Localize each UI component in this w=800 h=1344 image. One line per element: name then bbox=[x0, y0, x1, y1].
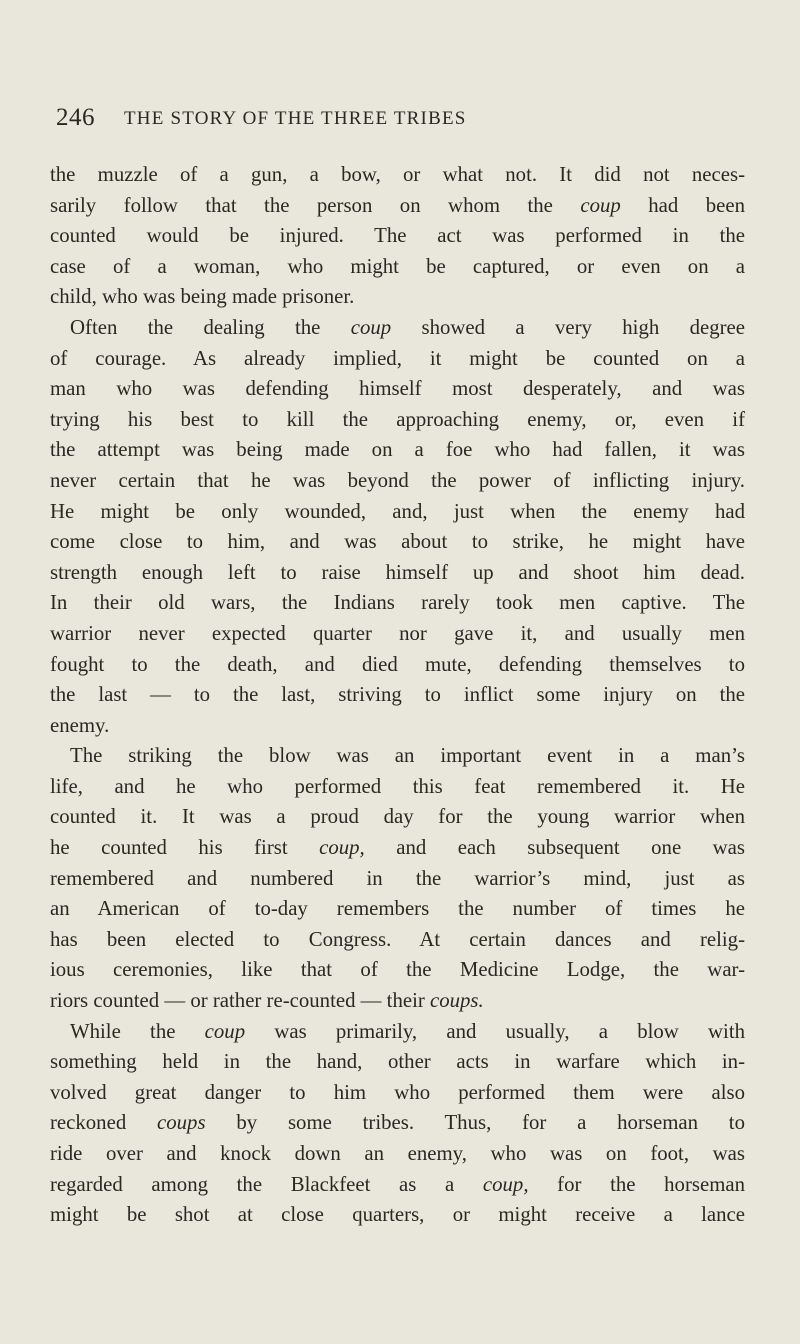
text-run: the muzzle of a gun, a bow, or what not. It did not neces- bbox=[50, 163, 745, 186]
text-line bbox=[50, 1170, 745, 1201]
text-line bbox=[50, 466, 745, 497]
text-line bbox=[50, 802, 745, 833]
text-run: In their old wars, the Indians rarely took men captive. The bbox=[50, 591, 745, 615]
text-run: was primarily, and usually, a blow with bbox=[245, 1019, 745, 1043]
text-line bbox=[50, 772, 745, 803]
text-run: regarded among the Blackfeet as a bbox=[50, 1172, 483, 1196]
text-run: showed a very high degree bbox=[391, 315, 745, 339]
text-line bbox=[50, 650, 745, 681]
italic-term: coups bbox=[157, 1111, 206, 1135]
text-run: counted would be injured. The act was performed in the bbox=[50, 224, 745, 248]
text-line bbox=[50, 252, 745, 283]
text-run: the attempt was being made on a foe who had fallen, it was bbox=[50, 438, 745, 462]
text-run: While the bbox=[70, 1019, 205, 1043]
text-run: of courage. As already implied, it might be counted on a bbox=[50, 346, 745, 370]
text-line bbox=[50, 558, 745, 589]
text-line bbox=[50, 619, 745, 650]
text-run: something held in the hand, other acts in warfare which in- bbox=[50, 1050, 745, 1074]
text-run: man who was defending himself most desperately, and was bbox=[50, 377, 745, 401]
text-run: come close to him, and was about to strike, he might have bbox=[50, 530, 745, 554]
text-run: He might be only wounded, and, just when the enemy had bbox=[50, 499, 745, 523]
text-line bbox=[50, 833, 745, 864]
text-run: remembered and numbered in the warrior’s mind, just as bbox=[50, 866, 745, 890]
text-run: riors counted — or rather re-counted — their bbox=[50, 989, 430, 1013]
running-head bbox=[56, 104, 656, 136]
italic-term: coup bbox=[580, 193, 621, 217]
text-run: and each subsequent one was bbox=[364, 836, 745, 860]
running-title: THE STORY OF THE THREE TRIBES bbox=[124, 108, 467, 129]
text-line bbox=[50, 344, 745, 375]
text-run: might be shot at close quarters, or might receive a lance bbox=[50, 1203, 745, 1227]
text-line bbox=[50, 986, 745, 1017]
text-run: child, who was being made prisoner. bbox=[50, 285, 355, 309]
italic-term: coup, bbox=[319, 836, 365, 860]
text-line bbox=[50, 711, 745, 742]
text-line bbox=[50, 741, 745, 772]
page-number: 246 bbox=[56, 104, 95, 131]
text-line bbox=[50, 925, 745, 956]
text-run: ious ceremonies, like that of the Medicine Lodge, the war- bbox=[50, 958, 745, 982]
text-line bbox=[50, 1047, 745, 1078]
text-run: sarily follow that the person on whom the bbox=[50, 193, 581, 217]
text-run: case of a woman, who might be captured, or even on a bbox=[50, 254, 745, 278]
text-line bbox=[50, 282, 745, 313]
text-line bbox=[50, 160, 745, 191]
text-run: had been bbox=[620, 193, 745, 217]
text-line bbox=[50, 588, 745, 619]
text-run: reckoned bbox=[50, 1111, 158, 1135]
text-run: counted it. It was a proud day for the young warrior when bbox=[50, 805, 745, 829]
text-run: by some tribes. Thus, for a horseman to bbox=[205, 1111, 745, 1135]
text-run: an American of to-day remembers the number of times he bbox=[50, 897, 745, 921]
text-line bbox=[50, 405, 745, 436]
text-line bbox=[50, 313, 745, 344]
italic-term: coup, bbox=[482, 1172, 529, 1196]
text-run: strength enough left to raise himself up and shoot him dead. bbox=[50, 560, 745, 584]
text-line bbox=[50, 864, 745, 895]
italic-term: coups. bbox=[429, 989, 484, 1013]
text-line bbox=[50, 680, 745, 711]
text-run: The striking the blow was an important event in a man’s bbox=[70, 744, 745, 768]
text-run: fought to the death, and died mute, defending themselves to bbox=[50, 652, 745, 676]
text-line bbox=[50, 1139, 745, 1170]
text-run: ride over and knock down an enemy, who was on foot, was bbox=[50, 1142, 745, 1165]
text-line bbox=[50, 1017, 745, 1048]
text-line bbox=[50, 191, 745, 222]
text-run: enemy. bbox=[50, 713, 110, 737]
body-text bbox=[50, 160, 745, 1231]
text-run: never certain that he was beyond the power of inflicting injury. bbox=[50, 468, 745, 492]
text-line bbox=[50, 955, 745, 986]
text-line bbox=[50, 1200, 745, 1231]
italic-term: coup bbox=[350, 315, 392, 339]
text-run: Often the dealing the bbox=[70, 315, 351, 339]
text-run: trying his best to kill the approaching enemy, or, even if bbox=[50, 407, 745, 431]
text-line bbox=[50, 374, 745, 405]
text-run: the last — to the last, striving to inflict some injury on the bbox=[50, 683, 745, 707]
text-run: he counted his first bbox=[50, 836, 320, 860]
text-run: warrior never expected quarter nor gave it, and usually men bbox=[50, 621, 745, 645]
text-line bbox=[50, 1078, 745, 1109]
text-line bbox=[50, 221, 745, 252]
text-run: life, and he who performed this feat remembered it. He bbox=[50, 774, 745, 798]
text-run: for the horseman bbox=[528, 1172, 745, 1196]
text-run: volved great danger to him who performed them were also bbox=[50, 1080, 745, 1104]
italic-term: coup bbox=[204, 1019, 246, 1043]
text-line bbox=[50, 435, 745, 466]
text-line bbox=[50, 497, 745, 528]
text-line bbox=[50, 894, 745, 925]
text-line bbox=[50, 1108, 745, 1139]
text-line bbox=[50, 527, 745, 558]
text-run: has been elected to Congress. At certain dances and relig- bbox=[50, 927, 745, 951]
